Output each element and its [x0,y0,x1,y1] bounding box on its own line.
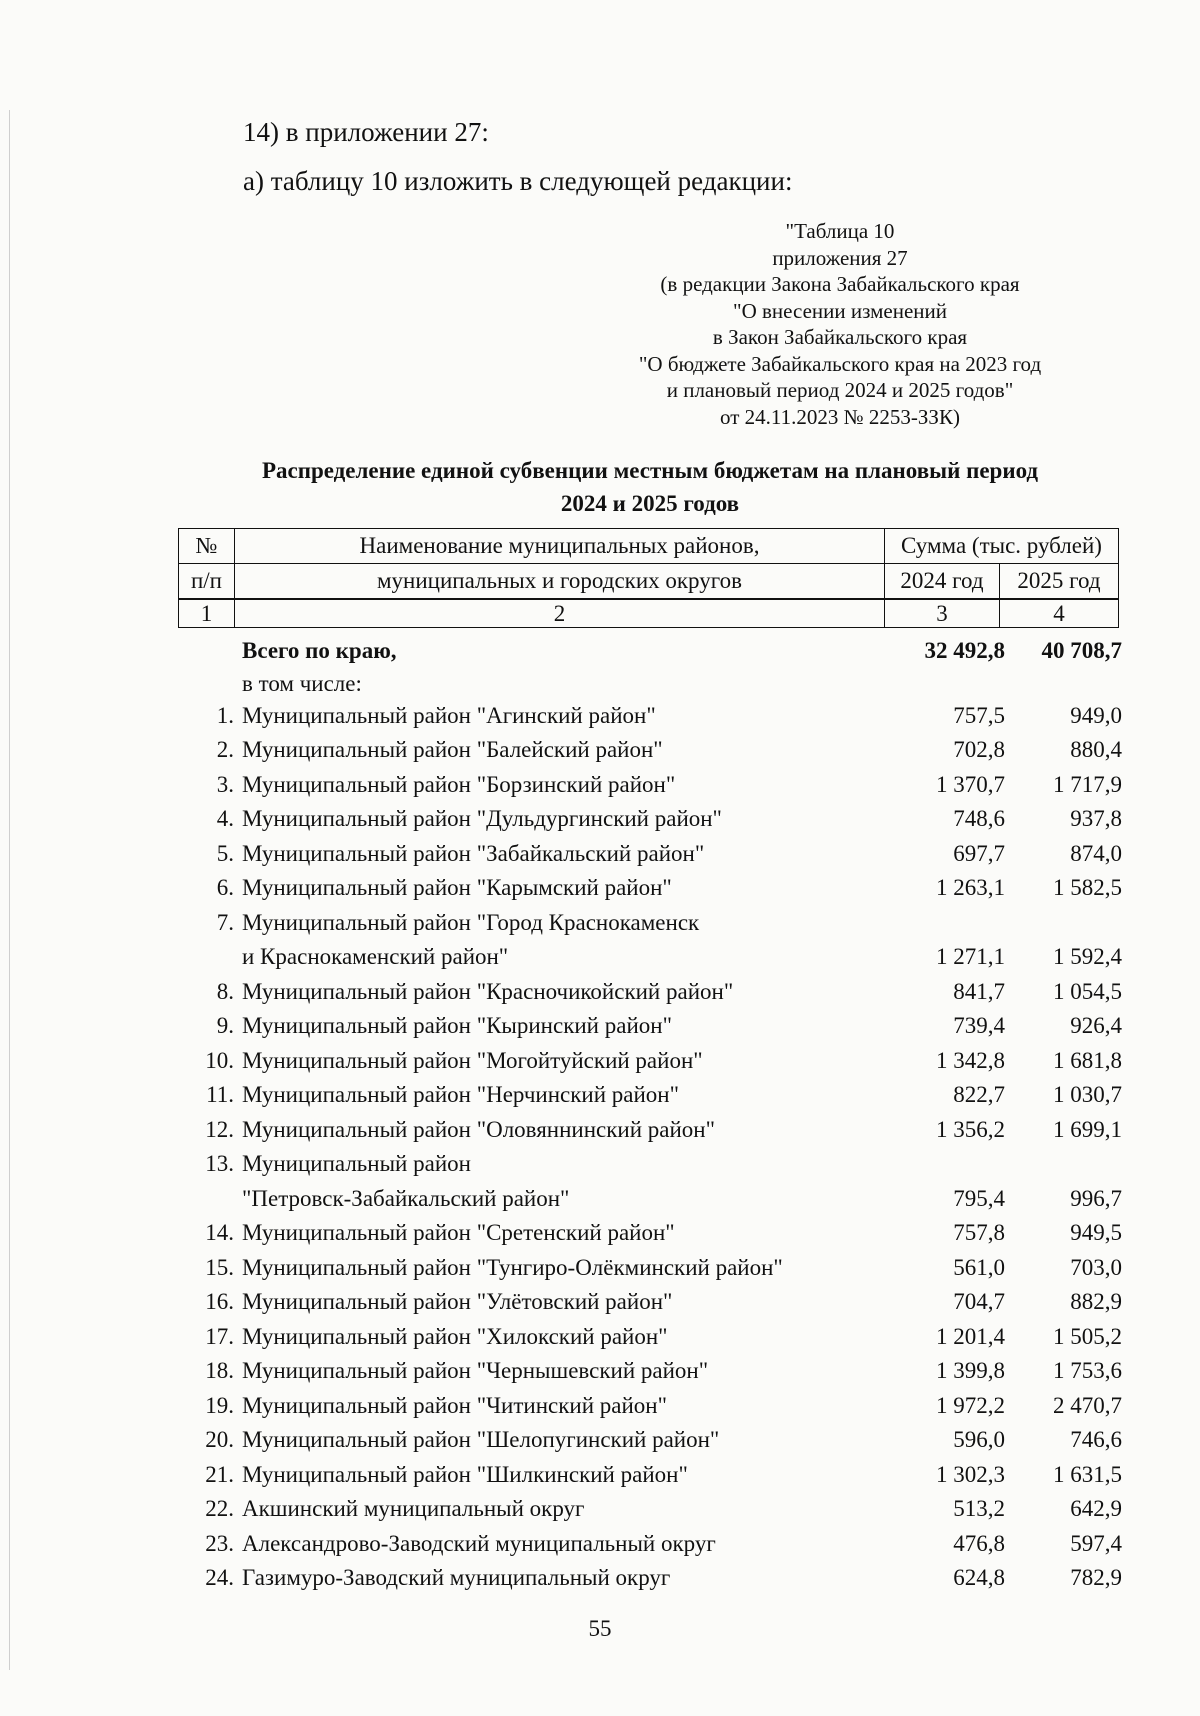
table-row [178,1216,1122,1251]
row-value-2024: 757,5 [953,702,1005,728]
table-row [178,733,1122,768]
row-value-2025: 949,0 [1070,702,1122,728]
row-value-2024: 1 399,8 [936,1358,1005,1383]
column-number: 1 [179,600,235,628]
row-value-2024: 702,8 [953,737,1005,762]
row-name-line-1: Муниципальный район "Город Краснокаменск [242,909,700,935]
row-value-2025: 880,4 [1070,737,1122,762]
row-name: Муниципальный район "Шилкинский район" [242,1461,688,1487]
row-number: 14. [205,1220,234,1245]
row-name: Акшинский муниципальный округ [242,1496,585,1521]
header-no-1: № [179,529,235,564]
row-name: Муниципальный район "Балейский район" [242,737,663,762]
row-name: Муниципальный район "Тунгиро-Олёкминский район" [242,1254,783,1280]
row-value-2025: 746,6 [1070,1427,1122,1452]
row-number: 22. [205,1496,234,1521]
row-value-2024: 748,6 [953,806,1005,831]
row-value-2024: 1 263,1 [936,875,1005,900]
row-value-2025: 1 592,4 [1053,944,1122,969]
table-row [178,906,1122,975]
row-value-2024: 1 356,2 [936,1116,1005,1142]
row-value-2024: 596,0 [953,1427,1005,1452]
column-number-row [178,599,1119,628]
page-number: 55 [588,1616,612,1641]
row-number: 16. [205,1289,234,1314]
table-row [178,1285,1122,1320]
intro-line-2: а) таблицу 10 изложить в следующей редакции: [243,166,793,196]
row-number: 21. [205,1461,234,1487]
title-line-2: 2024 и 2025 годов [560,491,740,516]
total-row [178,634,1122,669]
header-name-1: Наименование муниципальных районов, [235,529,885,564]
table-row [178,802,1122,837]
table-row [178,1147,1122,1216]
row-value-2024: 1 201,4 [936,1323,1005,1349]
row-value-2025: 642,9 [1070,1496,1122,1521]
row-name: Муниципальный район "Улётовский район" [242,1289,673,1314]
row-value-2025: 1 699,1 [1053,1116,1122,1142]
caption-line: "О бюджете Забайкальского края на 2023 год [638,351,1042,376]
row-name: Муниципальный район "Нерчинский район" [242,1082,679,1107]
row-number: 19. [205,1392,234,1418]
row-value-2025: 1 681,8 [1053,1047,1122,1073]
row-name: Муниципальный район "Оловяннинский район" [242,1116,716,1142]
row-name-line-1: Муниципальный район [242,1151,471,1176]
column-number: 3 [885,600,1000,628]
row-value-2025: 597,4 [1070,1530,1122,1556]
header-sum: Сумма (тыс. рублей) [885,529,1119,564]
table-row [178,768,1122,803]
row-number: 9. [216,1013,234,1038]
row-value-2025: 937,8 [1070,806,1122,831]
row-value-2025: 1 753,6 [1053,1358,1122,1383]
table-row [178,1044,1122,1079]
row-name: Муниципальный район "Дульдургинский район" [242,806,722,831]
row-value-2025: 996,7 [1070,1185,1122,1211]
row-value-2024: 1 342,8 [936,1047,1005,1073]
column-number: 2 [235,600,885,628]
row-number: 10. [205,1047,234,1073]
column-number: 4 [1000,600,1119,628]
header-2025: 2025 год [1000,564,1119,599]
table-row [178,1251,1122,1286]
row-name: Муниципальный район "Чернышевский район" [242,1358,709,1383]
row-name [234,1147,888,1216]
row-value-2025: 782,9 [1070,1565,1122,1590]
row-name: Александрово-Заводский муниципальный округ [242,1530,716,1556]
row-value-2025: 1 030,7 [1053,1082,1122,1107]
row-value-2024: 757,8 [953,1220,1005,1245]
total-2025: 40 708,7 [1041,638,1122,663]
intro-line-1: 14) в приложении 27: [243,117,489,147]
table-row [178,1423,1122,1458]
row-name: Муниципальный район "Читинский район" [242,1392,667,1418]
row-number: 17. [205,1323,234,1349]
row-value-2024: 1 370,7 [936,771,1005,797]
row-value-2024: 476,8 [953,1530,1005,1556]
table-body [178,634,1122,1596]
row-value-2024: 704,7 [953,1289,1005,1314]
row-number: 4. [216,806,234,831]
header-2024: 2024 год [885,564,1000,599]
row-name: Муниципальный район "Агинский район" [242,702,656,728]
row-value-2025: 882,9 [1070,1289,1122,1314]
row-number: 5. [216,840,234,866]
total-2024: 32 492,8 [924,638,1005,663]
row-value-2025: 949,5 [1070,1220,1122,1245]
table-row [178,1354,1122,1389]
table-row [178,1561,1122,1596]
row-number: 13. [205,1151,234,1176]
row-value-2024: 841,7 [953,978,1005,1004]
row-value-2024: 795,4 [953,1185,1005,1211]
row-value-2025: 2 470,7 [1053,1392,1122,1418]
row-number: 1. [216,702,234,728]
row-number: 2. [216,737,234,762]
row-name: Муниципальный район "Карымский район" [242,875,672,900]
table-row [178,1078,1122,1113]
row-value-2025: 703,0 [1070,1254,1122,1280]
row-name: Муниципальный район "Кыринский район" [242,1013,672,1038]
row-name: Муниципальный район "Сретенский район" [242,1220,675,1245]
table-header [178,528,1119,599]
caption-line: в Закон Забайкальского края [712,325,968,349]
table-row [178,699,1122,734]
row-number: 3. [216,771,234,797]
row-number: 6. [216,875,234,900]
row-name: Муниципальный район "Борзинский район" [242,771,676,797]
row-name: Газимуро-Заводский муниципальный округ [242,1565,671,1590]
table-row [178,1320,1122,1355]
table-row [178,1458,1122,1493]
including-row [178,669,1118,699]
row-name [234,906,888,975]
row-value-2025: 874,0 [1070,840,1122,866]
caption-line: "О внесении изменений [733,298,947,323]
row-value-2024: 624,8 [953,1565,1005,1590]
row-value-2025: 1 717,9 [1053,771,1122,797]
including-label: в том числе: [242,670,362,696]
header-name-2: муниципальных и городских округов [235,564,885,599]
caption-line: "Таблица 10 [785,219,895,243]
row-value-2024: 513,2 [953,1496,1005,1521]
row-value-2024: 561,0 [953,1254,1005,1280]
caption-line: от 24.11.2023 № 2253-ЗЗК) [720,404,960,429]
row-value-2024: 1 271,1 [936,944,1005,969]
header-no-2: п/п [179,564,235,599]
row-number: 11. [206,1082,234,1107]
row-name: Муниципальный район "Хилокский район" [242,1323,668,1349]
row-value-2025: 1 582,5 [1053,875,1122,900]
row-value-2024: 1 302,3 [936,1461,1005,1487]
table-row [178,1389,1122,1424]
table-row [178,871,1122,906]
row-number: 15. [205,1254,234,1280]
row-name: Муниципальный район "Шелопугинский район" [242,1427,720,1452]
row-name: Муниципальный район "Могойтуйский район" [242,1047,703,1073]
row-number: 24. [205,1565,234,1590]
row-number: 23. [205,1530,234,1556]
row-value-2024: 822,7 [953,1082,1005,1107]
table-row [178,1492,1122,1527]
row-value-2025: 1 505,2 [1053,1323,1122,1349]
row-value-2024: 697,7 [953,840,1005,866]
row-name: Муниципальный район "Красночикойский район" [242,978,734,1004]
row-value-2025: 1 054,5 [1053,978,1122,1004]
table-row [178,837,1122,872]
table-row [178,1113,1122,1148]
row-number: 18. [205,1358,234,1383]
title-line-1: Распределение единой субвенции местным бюджетам на плановый период [261,458,1039,483]
row-value-2025: 1 631,5 [1053,1461,1122,1487]
document-title [180,454,1120,520]
row-number: 20. [205,1427,234,1452]
table-row [178,1009,1122,1044]
row-name-line-2: "Петровск-Забайкальский район" [242,1185,570,1211]
caption-line: приложения 27 [772,245,908,270]
row-value-2024: 739,4 [953,1013,1005,1038]
caption-line: (в редакции Закона Забайкальского края [660,272,1020,296]
table-row [178,975,1122,1010]
row-name-line-2: и Краснокаменский район" [242,944,509,969]
row-value-2024: 1 972,2 [936,1392,1005,1418]
row-value-2025: 926,4 [1070,1013,1122,1038]
row-number: 8. [216,978,234,1004]
scan-margin-line [9,110,10,1670]
row-name: Муниципальный район "Забайкальский район" [242,840,705,866]
table-row [178,1527,1122,1562]
total-label: Всего по краю, [242,638,397,663]
row-number: 7. [216,909,234,935]
row-number: 12. [205,1116,234,1142]
table-caption-block [560,218,1120,430]
caption-line: и плановый период 2024 и 2025 годов" [666,378,1014,402]
